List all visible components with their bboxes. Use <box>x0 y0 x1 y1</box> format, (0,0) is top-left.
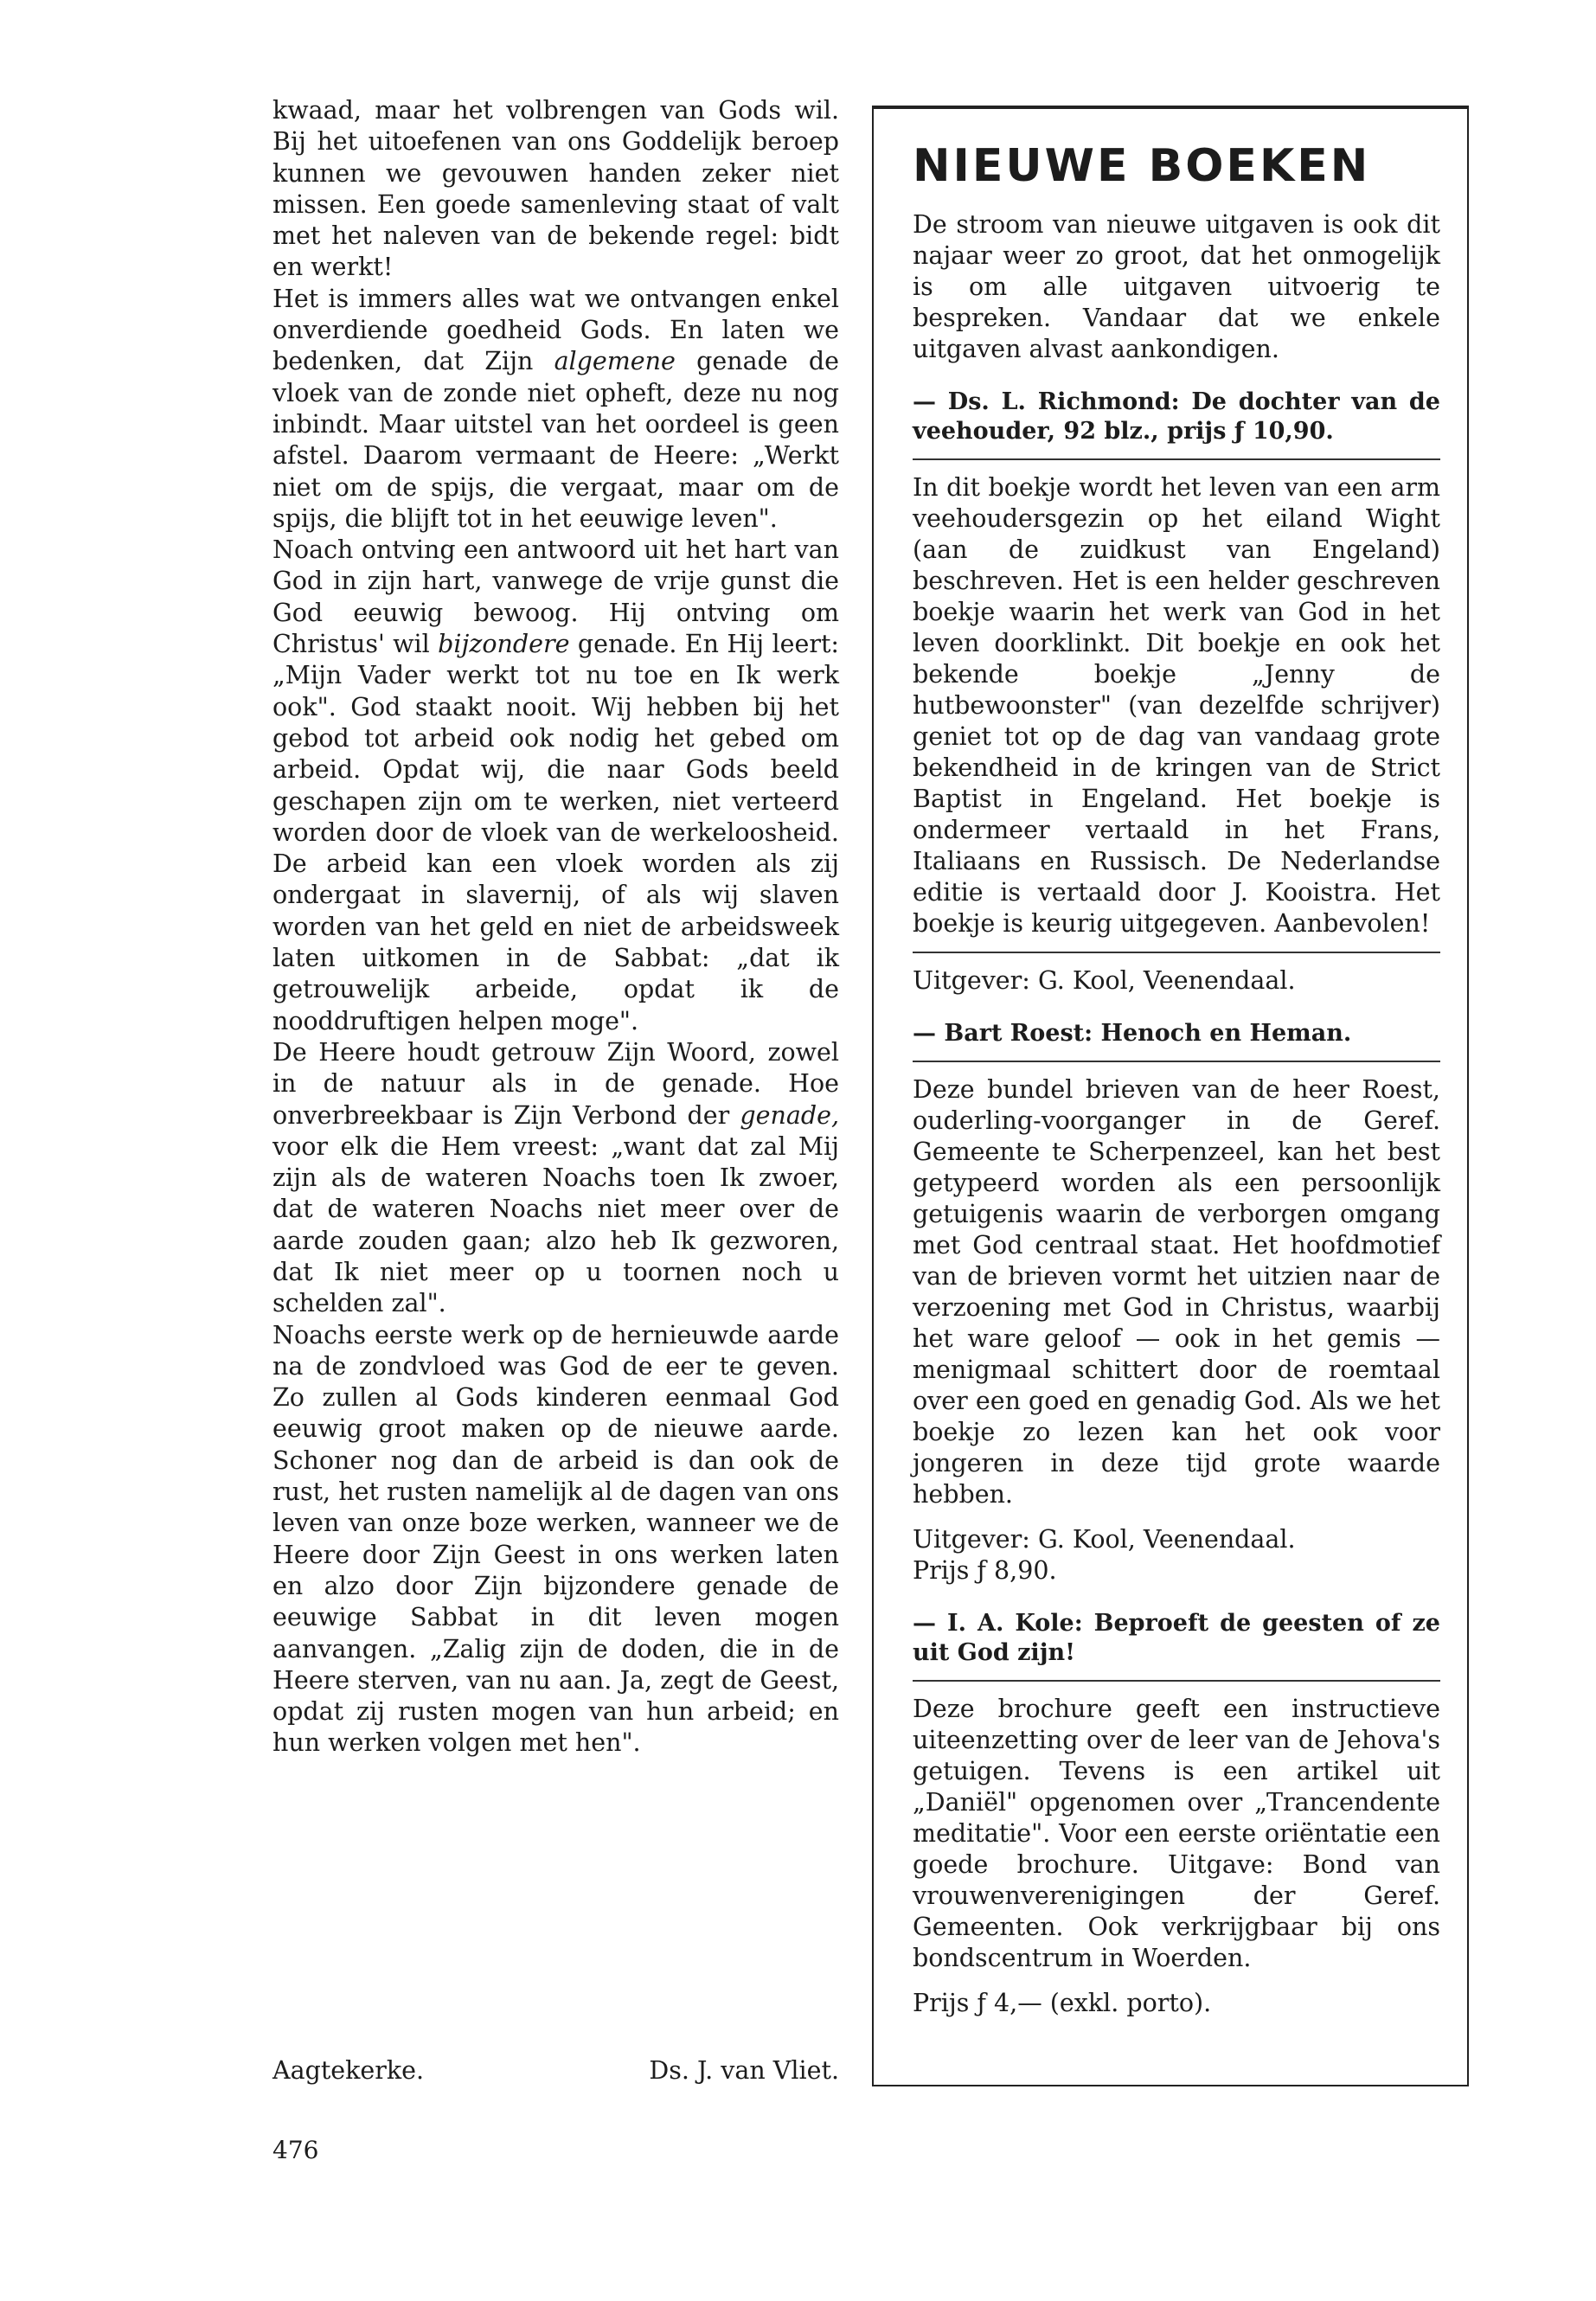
place: Aagtekerke. <box>272 2056 425 2085</box>
article-signoff <box>272 2055 839 2086</box>
book-heading: — Bart Roest: Henoch en Heman. <box>913 1020 1352 1047</box>
book-heading: — I. A. Kole: Beproeft de geesten of ze uit God zijn! <box>913 1610 1440 1666</box>
book-review: Deze brochure geeft een instructieve uiteenzetting over de leer van de Jehova's getuigen. Tevens is een artikel uit „Daniël" opgenomen over „Trancendente meditatie". Voor een eerste oriëntatie een goede brochure. Uitgave: Bond van vrouwenverenigingen der Geref. Gemeenten. Ook verkrijgbaar bij ons bondscentrum in Woerden. <box>913 1695 1440 1972</box>
paragraph: Noach ontving een antwoord uit het hart van God in zijn hart, vanwege de vrije gunst die God eeuwig bewoog. Hij ontving om Christus' wil bijzondere genade. En Hij leert: „Mijn Vader werkt tot nu toe en Ik werk ook". God staakt nooit. Wij hebben bij het gebod tot arbeid ook nodig het gebed om arbeid. Opdat wij, die naar Gods beeld geschapen zijn om te werken, niet verteerd worden door de vloek van de werkeloosheid. De arbeid kan een vloek worden als zij ondergaat in slavernij, of als wij slaven worden van het geld en niet de arbeidsweek laten uitkomen in de Sabbat: „dat ik getrouwelijk arbeide, opdat ik de nooddruftigen helpen moge". <box>272 535 840 1035</box>
new-books-content <box>913 138 1440 2019</box>
book-publisher: Uitgever: G. Kool, Veenendaal. <box>913 966 1296 995</box>
book-publisher: Uitgever: G. Kool, Veenendaal. <box>913 1525 1296 1554</box>
paragraph: Noachs eerste werk op de hernieuwde aarde na de zondvloed was God de eer te geven. Zo zullen al Gods kinderen eenmaal God eeuwig groot maken op de nieuwe aarde. Schoner nog dan de arbeid is dan ook de rust, het rusten namelijk al de dagen van ons leven van onze boze werken, wanneer we de Heere door Zijn Geest in ons werken laten en alzo door Zijn bijzondere genade de eeuwige Sabbat in dit leven mogen aanvangen. „Zalig zijn de doden, die in de Heere sterven, van nu aan. Ja, zegt de Geest, opdat zij rusten mogen van hun arbeid; en hun werken volgen met hen". <box>272 1320 839 1758</box>
book-review: In dit boekje wordt het leven van een arm veehoudersgezin op het eiland Wight (aan de zuidkust van Engeland) beschreven. Het is een helder geschreven boekje waarin het werk van God in het leven doorklinkt. Dit boekje en ook het bekende boekje „Jenny de hutbewoonster" (van dezelfde schrijver) geniet tot op de dag van vandaag grote bekendheid in de kringen van de Strict Baptist in Engeland. Het boekje is ondermeer vertaald in het Frans, Italiaans en Russisch. De Nederlandse editie is vertaald door J. Kooistra. Het boekje is keurig uitgegeven. Aanbevolen! <box>913 473 1440 938</box>
article-continuation <box>272 95 839 1759</box>
divider <box>913 952 1440 953</box>
paragraph: kwaad, maar het volbrengen van Gods wil. Bij het uitoefenen van ons Goddelijk beroep kunnen we gevouwen handen zeker niet missen. Een goede samenleving staat of valt met het naleven van de bekende regel: bidt en werkt! <box>272 96 839 282</box>
intro-text: De stroom van nieuwe uitgaven is ook dit najaar weer zo groot, dat het onmogelijk is om alle uitgaven uitvoerig te bespreken. Vandaar dat we enkele uitgaven alvast aankondigen. <box>913 210 1440 363</box>
paragraph: De Heere houdt getrouw Zijn Woord, zowel in de natuur als in de genade. Hoe onverbreekbaar is Zijn Verbond der genade, voor elk die Hem vreest: „want dat zal Mij zijn als de wateren Noachs toen Ik zwoer, dat de wateren Noachs niet meer over de aarde zouden gaan; alzo heb Ik gezworen, dat Ik niet meer op u toornen noch u schelden zal". <box>272 1037 840 1318</box>
page-number: 476 <box>272 2136 319 2164</box>
author: Ds. J. van Vliet. <box>649 2056 839 2085</box>
divider <box>913 1680 1440 1682</box>
book-heading: — Ds. L. Richmond: De dochter van de veehouder, 92 blz., prijs ƒ 10,90. <box>913 388 1440 445</box>
book-review: Deze bundel brieven van de heer Roest, ouderling-voorganger in de Geref. Gemeente te Scherpenzeel, kan het best getypeerd worden als een persoonlijk getuigenis waarin de verborgen omgang met God centraal staat. Het hoofdmotief van de brieven vormt het uitzien naar de verzoening met God in Christus, waarbij het ware geloof — ook in het gemis — menigmaal schittert door de roemtaal over een goed en genadig God. Als we het boekje zo lezen kan het ook voor jongeren in deze tijd grote waarde hebben. <box>913 1075 1440 1509</box>
paragraph: Het is immers alles wat we ontvangen enkel onverdiende goedheid Gods. En laten we bedenken, dat Zijn algemene genade de vloek van de zonde niet opheft, deze nu nog inbindt. Maar uitstel van het oordeel is geen afstel. Daarom vermaant de Heere: „Werkt niet om de spijs, die vergaat, maar om de spijs, die blijft tot in het eeuwige leven". <box>272 284 840 533</box>
book-price: Prijs ƒ 4,— (exkl. porto). <box>913 1989 1212 2017</box>
divider <box>913 458 1440 460</box>
book-price: Prijs ƒ 8,90. <box>913 1556 1057 1585</box>
section-title: NIEUWE BOEKEN <box>913 140 1371 192</box>
divider <box>913 1061 1440 1062</box>
